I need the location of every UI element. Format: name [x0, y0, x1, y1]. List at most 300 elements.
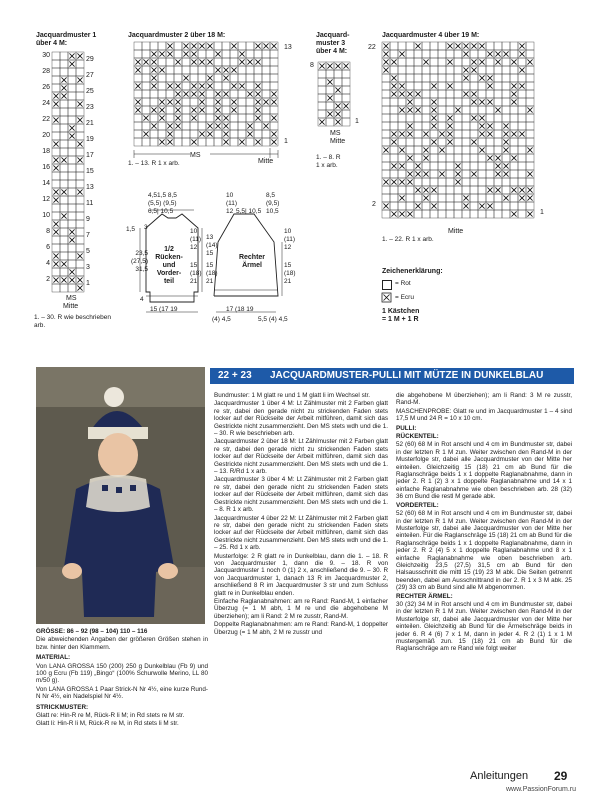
grid-cell — [174, 66, 182, 74]
grid-cell — [262, 66, 270, 74]
grid-cell — [518, 210, 526, 218]
x-mark — [391, 91, 396, 96]
grid-cell — [60, 148, 68, 156]
grid-cell — [462, 98, 470, 106]
x-mark — [527, 211, 532, 216]
grid-cell — [68, 188, 76, 196]
x-mark — [271, 139, 276, 144]
grid-cell — [150, 138, 158, 146]
x-mark — [503, 171, 508, 176]
grid-cell — [60, 60, 68, 68]
chart4-num-1: 1 — [540, 209, 544, 216]
x-mark — [215, 115, 220, 120]
x-mark — [167, 43, 172, 48]
x-mark — [61, 261, 66, 266]
x-mark — [399, 179, 404, 184]
grid-cell — [526, 154, 534, 162]
grid-cell — [438, 82, 446, 90]
grid-cell — [68, 116, 76, 124]
grid-cell — [494, 114, 502, 122]
material-text-2: Von LANA GROSSA 1 Paar Strick-N Nr 4½, eine kurze Rund-N Nr 4½, ein Nadelspiel Nr 4½. — [36, 685, 208, 701]
x-mark — [239, 59, 244, 64]
x-mark — [191, 115, 196, 120]
grid-cell — [430, 50, 438, 58]
model-photo — [36, 367, 205, 624]
schematic-top-c: 6,5| 10,5 — [148, 208, 174, 215]
x-mark — [447, 131, 452, 136]
x-mark — [183, 75, 188, 80]
grid-cell — [438, 162, 446, 170]
x-mark — [327, 95, 332, 100]
grid-cell — [398, 58, 406, 66]
grid-cell — [382, 114, 390, 122]
grid-cell — [438, 138, 446, 146]
grid-cell — [60, 236, 68, 244]
grid-cell — [342, 110, 350, 118]
grid-cell — [454, 90, 462, 98]
grid-cell — [462, 162, 470, 170]
grid-cell — [182, 82, 190, 90]
x-mark — [69, 133, 74, 138]
grid-cell — [230, 122, 238, 130]
grid-cell — [422, 202, 430, 210]
grid-cell — [430, 66, 438, 74]
grid-cell — [414, 122, 422, 130]
x-mark — [191, 51, 196, 56]
row-number: 15 — [86, 168, 94, 175]
x-mark — [53, 93, 58, 98]
grid-cell — [230, 130, 238, 138]
x-mark — [335, 87, 340, 92]
row-number: 2 — [46, 276, 50, 283]
grid-cell — [238, 122, 246, 130]
x-mark — [191, 83, 196, 88]
x-mark — [53, 253, 58, 258]
grid-cell — [270, 106, 278, 114]
grid-cell — [342, 118, 350, 126]
grid-cell — [454, 194, 462, 202]
x-mark — [159, 115, 164, 120]
title-banner — [210, 368, 574, 384]
grid-cell — [454, 210, 462, 218]
grid-cell — [510, 138, 518, 146]
x-mark — [199, 99, 204, 104]
grid-cell — [60, 172, 68, 180]
grid-cell — [398, 170, 406, 178]
chart2-grid — [134, 42, 278, 146]
row-number: 14 — [42, 180, 50, 187]
grid-cell — [68, 180, 76, 188]
x-mark — [391, 131, 396, 136]
x-mark — [447, 123, 452, 128]
grid-cell — [174, 130, 182, 138]
x-mark — [399, 211, 404, 216]
grid-cell — [150, 90, 158, 98]
x-mark — [399, 147, 404, 152]
grid-cell — [238, 42, 246, 50]
grid-cell — [398, 138, 406, 146]
grid-cell — [406, 66, 414, 74]
grid-cell — [206, 138, 214, 146]
x-mark — [191, 107, 196, 112]
grid-cell — [262, 82, 270, 90]
grid-cell — [518, 146, 526, 154]
grid-cell — [142, 42, 150, 50]
grid-cell — [422, 210, 430, 218]
x-mark — [407, 107, 412, 112]
grid-cell — [142, 74, 150, 82]
grid-cell — [414, 146, 422, 154]
right-column — [396, 392, 572, 654]
x-mark — [471, 139, 476, 144]
grid-cell — [454, 66, 462, 74]
grid-cell — [510, 66, 518, 74]
x-mark — [423, 147, 428, 152]
x-mark — [135, 67, 140, 72]
chart3-mitte: Mitte — [330, 138, 346, 145]
pulli-heading: PULLI: — [396, 424, 417, 432]
grid-cell — [430, 170, 438, 178]
grid-cell — [390, 106, 398, 114]
row-number: 5 — [86, 248, 90, 255]
chart3-note: 1. – 8. R 1 x arb. — [316, 154, 341, 169]
right-p5: 30 (32) 34 M in Rot anschl und 4 cm im Bundmuster str, dabei in der letzten R 1 M zun. Weiter zwischen den Rand-M in der Musterfolge str, dabei alle Jacquardmuster von der Mitte her einteilen. Gleichzeitig ab Bund für die Ärmelschräge beids in jeder 6. R 4 (6) 7 x 1 M, dann in jeder 4. R 2 (1) 1 x 1 M mustergemäß zun. 15 (18) 21 cm ab Bund für die Raglanschräge am re Rand wie folgt weiter — [396, 600, 572, 653]
x-mark — [415, 43, 420, 48]
schematic-rib-back: 4 — [140, 296, 144, 303]
x-mark — [231, 67, 236, 72]
grid-cell — [60, 204, 68, 212]
grid-cell — [60, 116, 68, 124]
grid-cell — [182, 130, 190, 138]
x-mark — [143, 59, 148, 64]
x-mark — [431, 187, 436, 192]
grid-cell — [470, 82, 478, 90]
x-mark — [207, 131, 212, 136]
grid-cell — [462, 154, 470, 162]
x-mark — [431, 115, 436, 120]
x-mark — [183, 91, 188, 96]
grid-cell — [382, 138, 390, 146]
grid-cell — [422, 98, 430, 106]
grid-cell — [462, 106, 470, 114]
grid-cell — [494, 90, 502, 98]
x-mark — [479, 75, 484, 80]
legend-x-box — [382, 293, 391, 302]
grid-cell — [238, 98, 246, 106]
x-mark — [135, 59, 140, 64]
x-mark — [61, 93, 66, 98]
grid-cell — [182, 114, 190, 122]
grid-cell — [502, 98, 510, 106]
x-mark — [159, 139, 164, 144]
grid-cell — [430, 130, 438, 138]
grid-cell — [518, 162, 526, 170]
row-number: 28 — [42, 68, 50, 75]
grid-cell — [510, 74, 518, 82]
x-mark — [53, 101, 58, 106]
grid-cell — [478, 50, 486, 58]
x-mark — [511, 131, 516, 136]
grid-cell — [406, 202, 414, 210]
x-mark — [151, 107, 156, 112]
x-mark — [53, 221, 58, 226]
x-mark — [191, 91, 196, 96]
row-number: 23 — [86, 104, 94, 111]
grid-cell — [430, 194, 438, 202]
x-mark — [407, 123, 412, 128]
grid-cell — [526, 50, 534, 58]
x-mark — [423, 59, 428, 64]
grid-cell — [52, 212, 60, 220]
grid-cell — [486, 170, 494, 178]
x-mark — [455, 107, 460, 112]
grid-cell — [254, 66, 262, 74]
x-mark — [527, 59, 532, 64]
x-mark — [271, 115, 276, 120]
row-number: 17 — [86, 152, 94, 159]
grid-cell — [166, 74, 174, 82]
x-mark — [439, 147, 444, 152]
grid-cell — [262, 130, 270, 138]
grid-cell — [414, 74, 422, 82]
x-mark — [471, 67, 476, 72]
grid-cell — [60, 180, 68, 188]
grid-cell — [502, 154, 510, 162]
x-mark — [423, 155, 428, 160]
grid-cell — [166, 90, 174, 98]
x-mark — [511, 155, 516, 160]
grid-cell — [52, 108, 60, 116]
x-mark — [447, 115, 452, 120]
grid-cell — [60, 68, 68, 76]
grid-cell — [52, 132, 60, 140]
x-mark — [53, 229, 58, 234]
x-mark — [167, 83, 172, 88]
grid-cell — [222, 106, 230, 114]
grid-cell — [406, 194, 414, 202]
schematic-sleeve-right: 8,5 (9,5) 10,5 — [266, 192, 280, 215]
schematic-top-a: 4,51,5 8,5 — [148, 192, 177, 199]
grid-cell — [494, 202, 502, 210]
grid-cell — [486, 210, 494, 218]
grid-cell — [478, 82, 486, 90]
grid-cell — [502, 186, 510, 194]
grid-cell — [478, 138, 486, 146]
x-mark — [391, 139, 396, 144]
x-mark — [167, 139, 172, 144]
grid-cell — [438, 106, 446, 114]
grid-cell — [246, 114, 254, 122]
grid-cell — [502, 106, 510, 114]
grid-cell — [422, 50, 430, 58]
x-mark — [527, 147, 532, 152]
grid-cell — [438, 114, 446, 122]
x-mark — [391, 75, 396, 80]
legend-kaestchen: 1 Kästchen = 1 M + 1 R — [382, 308, 420, 323]
x-mark — [511, 83, 516, 88]
grid-cell — [390, 50, 398, 58]
x-mark — [135, 107, 140, 112]
x-mark — [423, 171, 428, 176]
x-mark — [487, 99, 492, 104]
grid-cell — [158, 130, 166, 138]
grid-cell — [406, 74, 414, 82]
grid-cell — [142, 138, 150, 146]
x-mark — [519, 67, 524, 72]
grid-cell — [406, 146, 414, 154]
grid-cell — [390, 122, 398, 130]
grid-cell — [502, 74, 510, 82]
grid-cell — [526, 90, 534, 98]
row-number: 8 — [46, 228, 50, 235]
grid-cell — [470, 106, 478, 114]
grid-cell — [502, 202, 510, 210]
row-number: 26 — [42, 84, 50, 91]
grid-cell — [518, 178, 526, 186]
schematic-left-a: 1,5 — [126, 226, 136, 233]
grid-cell — [438, 98, 446, 106]
grid-cell — [390, 194, 398, 202]
legend-ecru: = Ecru — [395, 294, 414, 301]
grid-cell — [390, 66, 398, 74]
legend-empty-box — [382, 280, 392, 290]
grid-cell — [494, 98, 502, 106]
x-mark — [343, 103, 348, 108]
grid-cell — [142, 90, 150, 98]
grid-cell — [68, 244, 76, 252]
grid-cell — [326, 118, 334, 126]
grid-cell — [390, 186, 398, 194]
grid-cell — [446, 98, 454, 106]
grid-cell — [382, 194, 390, 202]
mid-p6: Musterfolge: 2 R glatt re in Dunkelblau, dann die 1. – 18. R von Jacquardmuster 1, dann die 9. – 18. R von Jacquardmuster 1 noch 0 (1) 2 x, anschließend die 9. – 30. R von Jacquardmuster 1, danach 13 R im Jacquardmuster 2, anschließend 8 R im Jacquardmuster 3 str und zum Schluss glatt re in Dunkelblau enden. — [214, 552, 388, 597]
grid-cell — [494, 178, 502, 186]
grid-cell — [142, 122, 150, 130]
grid-cell — [182, 122, 190, 130]
banner-title: JACQUARDMUSTER-PULLI MIT MÜTZE IN DUNKELBLAU — [270, 370, 544, 381]
chart4-note: 1. – 22. R 1 x arb. — [382, 236, 434, 243]
x-mark — [391, 59, 396, 64]
left-column — [36, 628, 208, 729]
x-mark — [495, 171, 500, 176]
grid-cell — [510, 122, 518, 130]
grid-cell — [68, 164, 76, 172]
stitch-heading: STRICKMUSTER: — [36, 703, 89, 711]
x-mark — [239, 51, 244, 56]
schematic-sleeve-bottom: 17 (18 19 — [226, 306, 254, 313]
grid-cell — [166, 58, 174, 66]
grid-cell — [270, 82, 278, 90]
x-mark — [455, 179, 460, 184]
grid-cell — [52, 284, 60, 292]
x-mark — [207, 75, 212, 80]
grid-cell — [430, 42, 438, 50]
x-mark — [223, 139, 228, 144]
grid-cell — [518, 114, 526, 122]
x-mark — [399, 195, 404, 200]
grid-cell — [182, 106, 190, 114]
grid-cell — [406, 42, 414, 50]
grid-cell — [206, 114, 214, 122]
grid-cell — [214, 138, 222, 146]
grid-cell — [382, 210, 390, 218]
x-mark — [527, 187, 532, 192]
grid-cell — [518, 122, 526, 130]
mid-p2: Jacquardmuster 1 über 4 M: Lt Zählmuster mit 2 Farben glatt re str, dabei den gerade nicht zu strickenden Faden stets locker auf der Rückseite der Arbeit mitführen, damit sich das Gestrickte nicht zusammenzieht. Den MS stets wdh und die 1. – 30. R wie beschrieben arb. — [214, 400, 388, 438]
grid-cell — [68, 252, 76, 260]
x-mark — [463, 203, 468, 208]
grid-cell — [52, 180, 60, 188]
grid-cell — [486, 58, 494, 66]
x-mark — [159, 67, 164, 72]
x-mark — [167, 99, 172, 104]
row-number: 20 — [42, 132, 50, 139]
chart1-ms: MS — [66, 295, 77, 302]
grid-cell — [222, 58, 230, 66]
grid-cell — [510, 170, 518, 178]
x-mark — [463, 51, 468, 56]
grid-cell — [526, 202, 534, 210]
grid-cell — [398, 66, 406, 74]
mid-p8: Doppelte Raglanabnahmen: am re Rand: Rand-M, 1 doppelter Überzug (= 1 M abh, 2 M re zusstr und — [214, 621, 388, 636]
chart2-ms-bracket — [134, 148, 278, 160]
chart3-grid — [318, 62, 350, 126]
right-p4: 52 (60) 68 M in Rot anschl und 4 cm im Bundmuster str, dabei in der letzten R 1 M zun. Weiter zwischen den Rand-M in der Musterfolge str, dabei alle Jacquardmuster von der Mitte her einteilen. Für die Raglanschräge 15 (18) 21 cm ab Bund für die Raglanschräge beids 1 x 1 doppelte Raglanabnahme, dann in jeder 2. R 2 (4) 5 x 1 doppelte Raglanabnahme und 8 x 1 einfache Raglanabnahme wie oben beschrieben arb. Gleichzeitig 23,5 (27,5) 31,5 cm ab Bund für den Halsausschnitt die mittl 15 (19) 23 M abk. Die Seiten getrennt beenden, dabei am Ausschnittrand in der 2. R 1 x 3 M abk. 25 (29) 33 cm ab Bund sind alle M abgenommen. — [396, 510, 572, 592]
grid-cell — [382, 154, 390, 162]
x-mark — [447, 43, 452, 48]
x-mark — [423, 131, 428, 136]
x-mark — [503, 139, 508, 144]
grid-cell — [76, 164, 84, 172]
grid-cell — [390, 154, 398, 162]
x-mark — [53, 197, 58, 202]
grid-cell — [68, 212, 76, 220]
grid-cell — [262, 58, 270, 66]
grid-cell — [430, 178, 438, 186]
grid-cell — [470, 194, 478, 202]
x-mark — [511, 187, 516, 192]
x-mark — [263, 123, 268, 128]
grid-cell — [382, 90, 390, 98]
grid-cell — [438, 178, 446, 186]
grid-cell — [254, 122, 262, 130]
grid-cell — [76, 244, 84, 252]
row-number: 9 — [86, 216, 90, 223]
grid-cell — [422, 106, 430, 114]
grid-cell — [174, 138, 182, 146]
grid-cell — [478, 154, 486, 162]
grid-cell — [206, 106, 214, 114]
grid-cell — [446, 170, 454, 178]
x-mark — [479, 123, 484, 128]
x-mark — [343, 63, 348, 68]
footer-source: www.PassionForum.ru — [506, 786, 577, 793]
grid-cell — [406, 162, 414, 170]
x-mark — [447, 59, 452, 64]
right-p3: 52 (60) 68 M in Rot anschl und 4 cm im Bundmuster str, dabei in der letzten R 1 M zun. Weiter zwischen den Rand-M in der Musterfolge str, dabei alle Jacquardmuster von der Mitte her einteilen. Gleichzeitig 15 (18) 21 cm ab Bund für die Raglanschräge beids 1 x 1 doppelte Raglanabnahme, dann in jeder 2. R 1 (2) 3 x 1 doppelte Raglanabnahme und 14 x 1 einfache Raglanabnahme wie oben beschrieben arb. 28 (32) 36 cm Bund die restl M gerade abk. — [396, 441, 572, 501]
chart4-title: Jacquardmuster 4 über 19 M: — [382, 32, 480, 39]
grid-cell — [398, 42, 406, 50]
grid-cell — [454, 130, 462, 138]
grid-cell — [462, 114, 470, 122]
row-number: 19 — [86, 136, 94, 143]
grid-cell — [134, 50, 142, 58]
grid-cell — [60, 228, 68, 236]
x-mark — [61, 213, 66, 218]
grid-cell — [68, 204, 76, 212]
grid-cell — [76, 132, 84, 140]
grid-cell — [446, 210, 454, 218]
